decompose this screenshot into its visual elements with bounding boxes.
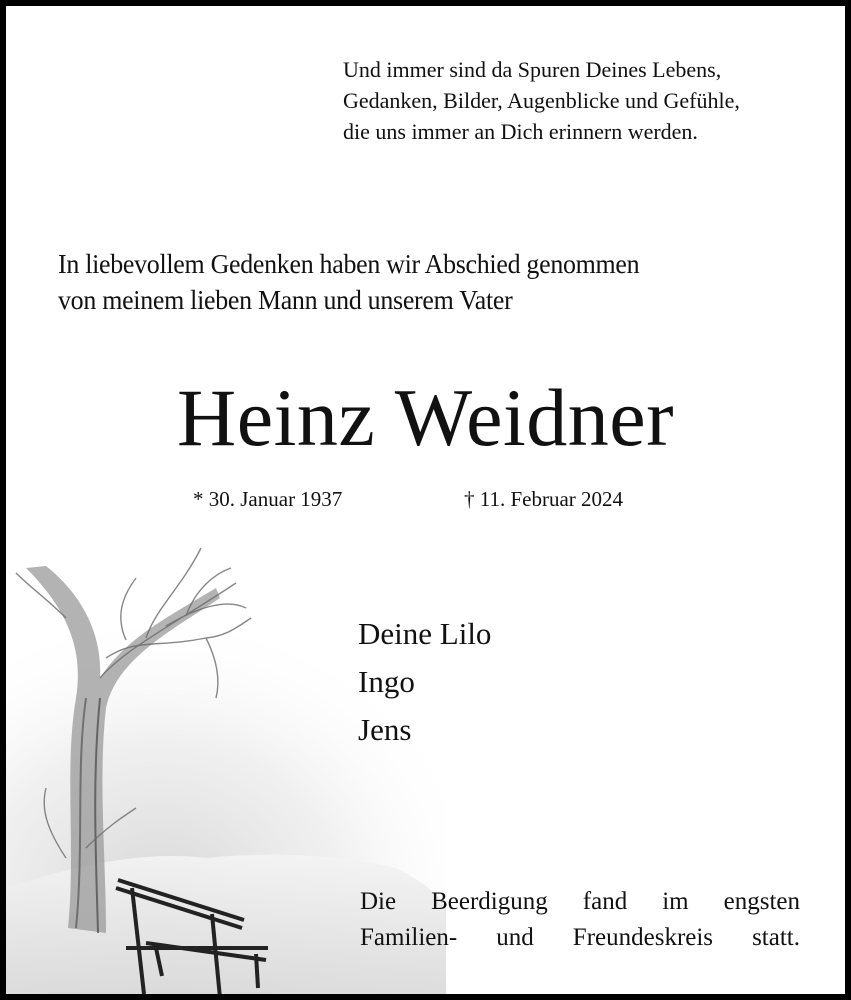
- funeral-note: [360, 884, 800, 956]
- deceased-name: Heinz Weidner: [176, 372, 675, 463]
- poem-line: die uns immer an Dich erinnern werden.: [343, 119, 698, 144]
- memorial-poem: [343, 54, 740, 147]
- funeral-line: Familien- und Freundeskreis statt.: [360, 924, 800, 951]
- intro-line: von meinem lieben Mann und unserem Vater: [58, 285, 513, 315]
- intro-text: [58, 246, 639, 318]
- mourner-name: Deine Lilo: [358, 616, 492, 651]
- poem-line: Und immer sind da Spuren Deines Lebens,: [343, 57, 722, 82]
- mourner-name: Ingo: [358, 664, 415, 699]
- mourner-name: Jens: [358, 712, 412, 747]
- intro-line: In liebevollem Gedenken haben wir Abschied genommen: [58, 249, 640, 279]
- mourners-list: [358, 610, 491, 754]
- poem-line: Gedanken, Bilder, Augenblicke und Gefühle,: [343, 88, 740, 113]
- birth-date: * 30. Januar 1937: [193, 487, 343, 511]
- funeral-line: Die Beerdigung fand im engsten: [360, 888, 800, 915]
- death-date: † 11. Februar 2024: [464, 487, 624, 511]
